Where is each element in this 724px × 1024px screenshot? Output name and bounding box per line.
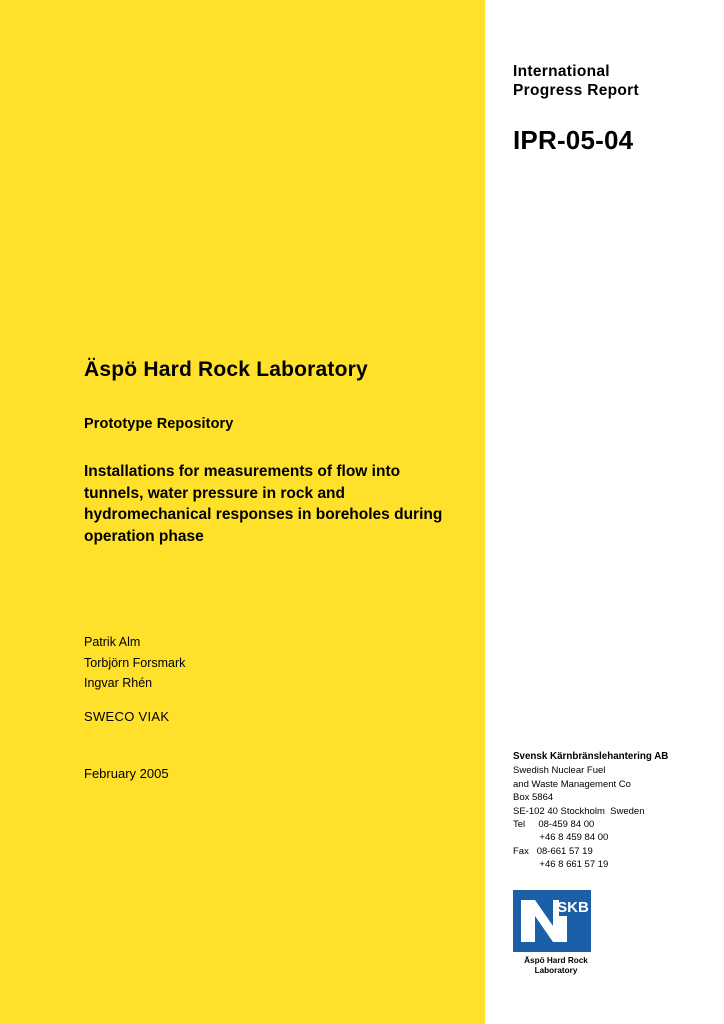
laboratory-name: Äspö Hard Rock Laboratory xyxy=(84,358,368,381)
publication-date: February 2005 xyxy=(84,766,169,781)
publisher-address-line: and Waste Management Co xyxy=(513,778,631,790)
publisher-fax-line: +46 8 661 57 19 xyxy=(513,859,609,871)
document-title: Installations for measurements of flow into tunnels, water pressure in rock and hydromechanical responses in boreholes during operation phase xyxy=(84,463,443,545)
author-name: Patrik Alm xyxy=(84,635,141,649)
author-list xyxy=(84,632,414,694)
report-series-label xyxy=(513,62,713,100)
publisher-address-line: Swedish Nuclear Fuel xyxy=(513,765,606,777)
publisher-address-line: Box 5864 xyxy=(513,792,554,804)
publisher-phone-line: Tel 08-459 84 00 xyxy=(513,819,595,831)
skb-logo-caption-line-1: Äspö Hard Rock xyxy=(524,956,588,965)
publisher-address-line: SE-102 40 Stockholm Sweden xyxy=(513,805,645,817)
report-series-line-2: Progress Report xyxy=(513,82,639,99)
publisher-name: Svensk Kärnbränslehantering AB xyxy=(513,751,669,762)
publisher-phone-line: +46 8 459 84 00 xyxy=(513,832,609,844)
publisher-address-block xyxy=(513,750,708,872)
project-name: Prototype Repository xyxy=(84,416,234,432)
svg-text:SKB: SKB xyxy=(557,899,589,916)
skb-logo-caption-line-2: Laboratory xyxy=(534,966,578,975)
publisher-fax-line: Fax 08-661 57 19 xyxy=(513,845,593,857)
skb-logo-icon xyxy=(513,890,591,952)
author-name: Ingvar Rhén xyxy=(84,676,153,690)
skb-logo-caption xyxy=(513,956,599,976)
report-number: IPR-05-04 xyxy=(513,125,634,155)
skb-logo xyxy=(513,890,599,976)
author-affiliation: SWECO VIAK xyxy=(84,709,170,724)
report-series-line-1: International xyxy=(513,63,610,80)
author-name: Torbjörn Forsmark xyxy=(84,655,186,670)
title-block xyxy=(84,358,464,547)
